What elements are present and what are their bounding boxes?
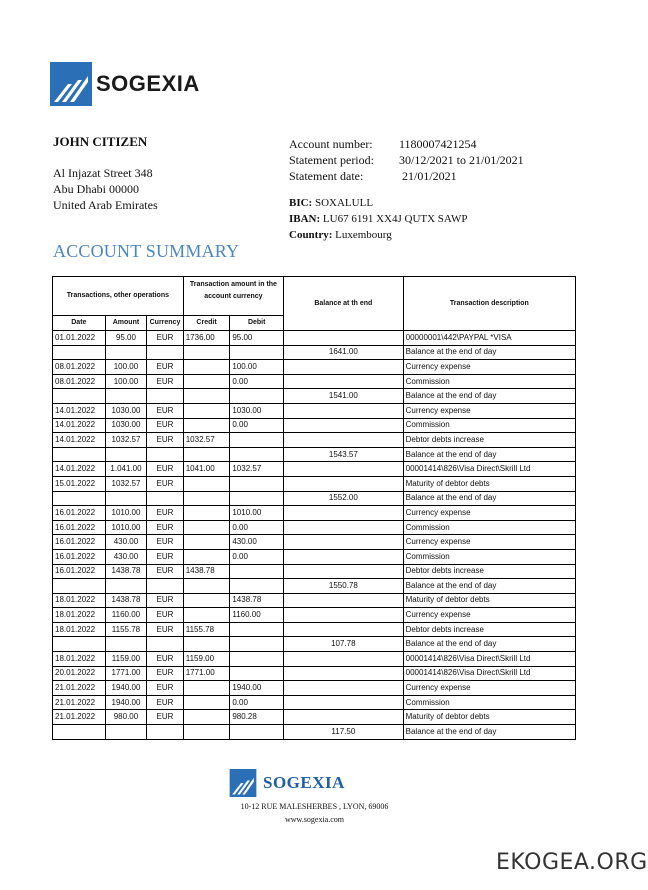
cell-currency: EUR	[147, 331, 184, 346]
account-number-value: 1180007421254	[399, 137, 477, 151]
cell-debit: 0.00	[230, 549, 284, 564]
transactions-body	[53, 331, 576, 740]
header-description: Transaction description	[403, 277, 575, 331]
header-amount: Amount	[105, 316, 147, 331]
cell-credit	[183, 447, 230, 462]
cell-description: Currency expense	[403, 535, 575, 550]
cell-debit	[230, 666, 284, 681]
table-row	[53, 666, 576, 681]
cell-credit	[183, 476, 230, 491]
cell-date: 20.01.2022	[53, 666, 106, 681]
table-row	[53, 579, 576, 594]
cell-description: Commission	[403, 374, 575, 389]
cell-date	[53, 579, 106, 594]
cell-amount: 1155.78	[105, 622, 147, 637]
cell-credit	[183, 593, 230, 608]
account-number-label: Account number:	[289, 137, 373, 151]
cell-amount: 1.041.00	[105, 462, 147, 477]
table-row	[53, 608, 576, 623]
cell-debit	[230, 491, 284, 506]
cell-debit: 0.00	[230, 520, 284, 535]
cell-date	[53, 389, 106, 404]
address-line: Al Injazat Street 348	[53, 166, 153, 180]
table-row	[53, 433, 576, 448]
cell-balance: 1541.00	[284, 389, 404, 404]
bic-label: BIC:	[289, 197, 313, 209]
cell-currency: EUR	[147, 535, 184, 550]
table-row	[53, 360, 576, 375]
cell-credit	[183, 608, 230, 623]
cell-credit	[183, 579, 230, 594]
statement-date-label: Statement date:	[289, 169, 364, 183]
cell-credit	[183, 520, 230, 535]
cell-credit	[183, 403, 230, 418]
summary-title: ACCOUNT SUMMARY	[53, 241, 240, 261]
footer-address: 10-12 RUE MALESHERBES , LYON, 69006	[240, 802, 389, 811]
cell-amount: 1159.00	[105, 652, 147, 667]
cell-date: 18.01.2022	[53, 593, 106, 608]
watermark: EKOGEA.ORG	[496, 850, 648, 875]
header-date: Date	[53, 316, 106, 331]
cell-description: Debtor debts increase	[403, 564, 575, 579]
cell-balance	[284, 681, 404, 696]
table-row	[53, 462, 576, 477]
table-row	[53, 710, 576, 725]
cell-amount: 1438.78	[105, 564, 147, 579]
cell-date: 16.01.2022	[53, 549, 106, 564]
table-row	[53, 389, 576, 404]
cell-amount: 1030.00	[105, 403, 147, 418]
cell-description: Commission	[403, 549, 575, 564]
cell-debit	[230, 345, 284, 360]
cell-description: Currency expense	[403, 506, 575, 521]
cell-balance	[284, 593, 404, 608]
cell-credit	[183, 389, 230, 404]
cell-date: 14.01.2022	[53, 462, 106, 477]
customer-name: JOHN CITIZEN	[53, 134, 148, 149]
cell-date	[53, 491, 106, 506]
cell-credit: 1736.00	[183, 331, 230, 346]
header-balance: Balance at th end	[284, 277, 404, 331]
cell-debit	[230, 476, 284, 491]
table-row	[53, 418, 576, 433]
cell-credit: 1771.00	[183, 666, 230, 681]
cell-credit: 1438.78	[183, 564, 230, 579]
address-line: Abu Dhabi 00000	[53, 182, 139, 196]
cell-description: 00001414\826\Visa Direct\Skrill Ltd	[403, 652, 575, 667]
table-row	[53, 681, 576, 696]
cell-balance	[284, 666, 404, 681]
cell-description: Balance at the end of day	[403, 637, 575, 652]
cell-description: Balance at the end of day	[403, 389, 575, 404]
cell-date: 01.01.2022	[53, 331, 106, 346]
header-credit: Credit	[183, 316, 230, 331]
cell-debit	[230, 579, 284, 594]
country-label: Country:	[289, 229, 333, 241]
cell-description: Currency expense	[403, 608, 575, 623]
cell-balance	[284, 652, 404, 667]
cell-debit: 980.28	[230, 710, 284, 725]
cell-credit	[183, 637, 230, 652]
cell-amount: 1940.00	[105, 695, 147, 710]
cell-credit: 1032.57	[183, 433, 230, 448]
cell-balance: 1552.00	[284, 491, 404, 506]
cell-date: 16.01.2022	[53, 564, 106, 579]
cell-currency: EUR	[147, 462, 184, 477]
cell-amount	[105, 637, 147, 652]
cell-debit: 0.00	[230, 374, 284, 389]
cell-date: 21.01.2022	[53, 681, 106, 696]
cell-description: Debtor debts increase	[403, 622, 575, 637]
cell-balance	[284, 462, 404, 477]
cell-date: 14.01.2022	[53, 433, 106, 448]
cell-amount	[105, 491, 147, 506]
cell-currency: EUR	[147, 710, 184, 725]
table-row	[53, 345, 576, 360]
cell-description: 00001414\826\Visa Direct\Skrill Ltd	[403, 666, 575, 681]
cell-date: 15.01.2022	[53, 476, 106, 491]
cell-date: 18.01.2022	[53, 622, 106, 637]
cell-date: 08.01.2022	[53, 360, 106, 375]
cell-description: Currency expense	[403, 360, 575, 375]
cell-balance	[284, 506, 404, 521]
cell-amount	[105, 725, 147, 740]
cell-debit: 430.00	[230, 535, 284, 550]
table-row	[53, 549, 576, 564]
cell-debit: 0.00	[230, 695, 284, 710]
cell-date: 21.01.2022	[53, 695, 106, 710]
header-amount-group: Transaction amount in the account currency	[183, 277, 283, 316]
table-row	[53, 403, 576, 418]
customer-address	[53, 165, 158, 213]
logo-footer	[229, 769, 345, 797]
cell-currency: EUR	[147, 666, 184, 681]
cell-amount: 95.00	[105, 331, 147, 346]
cell-description: 00001414\826\Visa Direct\Skrill Ltd	[403, 462, 575, 477]
cell-credit	[183, 710, 230, 725]
cell-currency	[147, 579, 184, 594]
table-row	[53, 374, 576, 389]
cell-description: Commission	[403, 520, 575, 535]
cell-credit: 1159.00	[183, 652, 230, 667]
cell-currency: EUR	[147, 360, 184, 375]
cell-amount: 1032.57	[105, 476, 147, 491]
cell-balance	[284, 710, 404, 725]
cell-currency	[147, 637, 184, 652]
cell-balance	[284, 608, 404, 623]
table-row	[53, 447, 576, 462]
cell-currency: EUR	[147, 433, 184, 448]
cell-currency	[147, 389, 184, 404]
table-row	[53, 476, 576, 491]
table-row	[53, 535, 576, 550]
cell-balance: 1543.57	[284, 447, 404, 462]
cell-date: 21.01.2022	[53, 710, 106, 725]
brand-name: SOGEXIA	[96, 71, 200, 96]
table-row	[53, 725, 576, 740]
cell-currency	[147, 345, 184, 360]
iban-label: IBAN:	[289, 213, 321, 225]
table-row	[53, 331, 576, 346]
cell-description: Debtor debts increase	[403, 433, 575, 448]
cell-description: 00000001\442\PAYPAL *VISA	[403, 331, 575, 346]
cell-amount: 1940.00	[105, 681, 147, 696]
cell-date: 14.01.2022	[53, 403, 106, 418]
cell-description: Balance at the end of day	[403, 491, 575, 506]
cell-amount: 1030.00	[105, 418, 147, 433]
cell-amount: 430.00	[105, 535, 147, 550]
cell-debit: 1030.00	[230, 403, 284, 418]
cell-currency: EUR	[147, 403, 184, 418]
cell-credit	[183, 725, 230, 740]
cell-date: 18.01.2022	[53, 608, 106, 623]
cell-amount	[105, 447, 147, 462]
cell-amount: 100.00	[105, 374, 147, 389]
cell-credit	[183, 345, 230, 360]
cell-currency: EUR	[147, 374, 184, 389]
cell-credit	[183, 535, 230, 550]
cell-credit	[183, 681, 230, 696]
cell-debit: 1438.78	[230, 593, 284, 608]
cell-amount: 1438.78	[105, 593, 147, 608]
cell-date: 16.01.2022	[53, 535, 106, 550]
cell-balance	[284, 403, 404, 418]
cell-credit	[183, 418, 230, 433]
cell-amount: 100.00	[105, 360, 147, 375]
cell-debit: 100.00	[230, 360, 284, 375]
cell-amount: 1010.00	[105, 506, 147, 521]
cell-description: Balance at the end of day	[403, 579, 575, 594]
cell-currency: EUR	[147, 520, 184, 535]
cell-description: Maturity of debtor debts	[403, 593, 575, 608]
table-row	[53, 564, 576, 579]
cell-currency	[147, 491, 184, 506]
cell-currency	[147, 725, 184, 740]
cell-debit: 1940.00	[230, 681, 284, 696]
cell-amount: 1032.57	[105, 433, 147, 448]
cell-description: Balance at the end of day	[403, 345, 575, 360]
cell-description: Maturity of debtor debts	[403, 476, 575, 491]
cell-credit	[183, 374, 230, 389]
cell-debit	[230, 637, 284, 652]
cell-description: Maturity of debtor debts	[403, 710, 575, 725]
cell-debit	[230, 652, 284, 667]
cell-debit: 0.00	[230, 418, 284, 433]
cell-balance: 107.78	[284, 637, 404, 652]
cell-amount: 1771.00	[105, 666, 147, 681]
sogexia-logo-icon	[229, 769, 257, 797]
cell-balance	[284, 331, 404, 346]
cell-credit	[183, 491, 230, 506]
cell-amount	[105, 579, 147, 594]
account-info	[289, 136, 524, 184]
cell-debit	[230, 622, 284, 637]
cell-description: Currency expense	[403, 681, 575, 696]
table-row	[53, 622, 576, 637]
cell-description: Balance at the end of day	[403, 725, 575, 740]
cell-debit	[230, 433, 284, 448]
cell-amount: 980.00	[105, 710, 147, 725]
cell-date	[53, 637, 106, 652]
header-debit: Debit	[230, 316, 284, 331]
cell-date: 16.01.2022	[53, 506, 106, 521]
statement-period-label: Statement period:	[289, 153, 374, 167]
cell-currency: EUR	[147, 549, 184, 564]
cell-amount: 1010.00	[105, 520, 147, 535]
cell-debit	[230, 725, 284, 740]
cell-balance: 1550.78	[284, 579, 404, 594]
table-row	[53, 506, 576, 521]
cell-balance	[284, 433, 404, 448]
cell-balance	[284, 622, 404, 637]
cell-amount	[105, 389, 147, 404]
cell-currency: EUR	[147, 476, 184, 491]
logo-header	[50, 62, 200, 106]
cell-description: Balance at the end of day	[403, 447, 575, 462]
cell-currency: EUR	[147, 593, 184, 608]
cell-currency: EUR	[147, 506, 184, 521]
cell-amount: 1160.00	[105, 608, 147, 623]
footer-brand-name: SOGEXIA	[263, 773, 345, 792]
statement-period-value: 30/12/2021 to 21/01/2021	[399, 153, 524, 167]
cell-debit: 95.00	[230, 331, 284, 346]
cell-balance	[284, 695, 404, 710]
header-currency: Currency	[147, 316, 184, 331]
cell-debit	[230, 564, 284, 579]
cell-currency: EUR	[147, 564, 184, 579]
cell-description: Commission	[403, 695, 575, 710]
cell-debit	[230, 447, 284, 462]
cell-amount: 430.00	[105, 549, 147, 564]
cell-balance	[284, 374, 404, 389]
cell-balance	[284, 476, 404, 491]
cell-description: Currency expense	[403, 403, 575, 418]
cell-balance	[284, 535, 404, 550]
cell-debit	[230, 389, 284, 404]
cell-date	[53, 447, 106, 462]
cell-debit: 1010.00	[230, 506, 284, 521]
cell-currency: EUR	[147, 418, 184, 433]
cell-date: 18.01.2022	[53, 652, 106, 667]
table-row	[53, 695, 576, 710]
cell-amount	[105, 345, 147, 360]
iban-value: LU67 6191 XX4J QUTX SAWP	[322, 213, 468, 225]
cell-credit: 1155.78	[183, 622, 230, 637]
table-row	[53, 637, 576, 652]
header-transactions: Transactions, other operations	[53, 277, 184, 316]
cell-date	[53, 725, 106, 740]
address-line: United Arab Emirates	[53, 198, 158, 212]
cell-currency	[147, 447, 184, 462]
cell-balance	[284, 418, 404, 433]
cell-credit	[183, 360, 230, 375]
bic-value: SOXALULL	[314, 197, 374, 209]
cell-balance: 1641.00	[284, 345, 404, 360]
cell-balance	[284, 360, 404, 375]
footer-website: www.sogexia.com	[284, 815, 345, 824]
cell-debit: 1032.57	[230, 462, 284, 477]
statement-date-value: 21/01/2021	[402, 169, 457, 183]
cell-date	[53, 345, 106, 360]
cell-credit	[183, 695, 230, 710]
cell-balance	[284, 564, 404, 579]
bank-info	[289, 195, 468, 243]
cell-credit	[183, 549, 230, 564]
table-row	[53, 520, 576, 535]
cell-credit: 1041.00	[183, 462, 230, 477]
cell-currency: EUR	[147, 608, 184, 623]
table-row	[53, 652, 576, 667]
cell-balance	[284, 549, 404, 564]
cell-description: Commission	[403, 418, 575, 433]
cell-date: 08.01.2022	[53, 374, 106, 389]
transactions-table	[52, 276, 576, 740]
cell-currency: EUR	[147, 681, 184, 696]
cell-currency: EUR	[147, 652, 184, 667]
cell-balance: 117.50	[284, 725, 404, 740]
country-value: Luxembourg	[335, 229, 392, 241]
cell-date: 14.01.2022	[53, 418, 106, 433]
cell-currency: EUR	[147, 622, 184, 637]
sogexia-logo-icon	[50, 62, 92, 106]
cell-currency: EUR	[147, 695, 184, 710]
cell-date: 16.01.2022	[53, 520, 106, 535]
table-row	[53, 491, 576, 506]
cell-debit: 1160.00	[230, 608, 284, 623]
cell-credit	[183, 506, 230, 521]
table-row	[53, 593, 576, 608]
cell-balance	[284, 520, 404, 535]
